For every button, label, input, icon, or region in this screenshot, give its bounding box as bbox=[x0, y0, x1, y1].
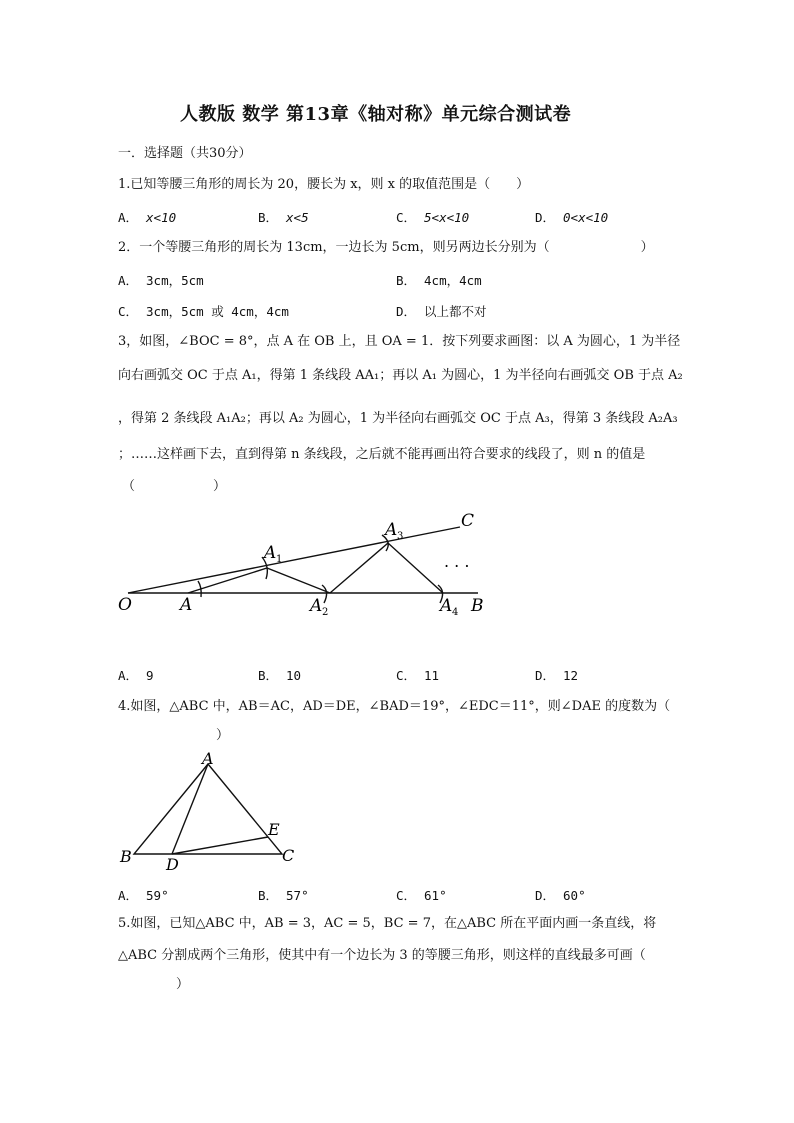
label-b: B bbox=[120, 847, 132, 866]
label-a: A bbox=[202, 749, 214, 768]
label-a3: A bbox=[385, 520, 398, 540]
q2-option-b[interactable] bbox=[396, 271, 482, 289]
question-3-line-3: ，得第 2 条线段 A₁A₂；再以 A₂ 为圆心，1 为半径向右画弧交 OC 于点 A₃，得第 3 条线段 A₂A₃ bbox=[118, 411, 678, 426]
label-a4: A bbox=[440, 596, 453, 616]
page-title: 人教版 数学 第13章《轴对称》单元综合测试卷 bbox=[180, 104, 572, 125]
option-label: B． bbox=[396, 273, 417, 288]
label-o: O bbox=[118, 595, 132, 615]
q2-option-a[interactable] bbox=[118, 271, 204, 289]
q4-option-a[interactable] bbox=[118, 886, 169, 904]
question-5-line-3: ） bbox=[176, 977, 190, 992]
option-value: 5<x<10 bbox=[424, 210, 470, 225]
label-a1: A bbox=[264, 543, 277, 563]
option-value: 以上都不对 bbox=[424, 304, 487, 319]
label-e: E bbox=[268, 820, 280, 839]
option-value: 3cm，5cm bbox=[146, 273, 204, 288]
label-c: C bbox=[282, 846, 295, 865]
q3-option-a[interactable] bbox=[118, 666, 154, 684]
option-value: 3cm，5cm 或 4cm，4cm bbox=[146, 304, 289, 319]
option-value: x<10 bbox=[146, 210, 177, 225]
segment-de bbox=[172, 837, 268, 854]
q4-option-b[interactable] bbox=[258, 886, 309, 904]
label-a2-sub: 2 bbox=[322, 607, 329, 618]
option-value: 9 bbox=[146, 668, 154, 683]
option-value: 61° bbox=[424, 888, 447, 903]
ray-oc bbox=[128, 527, 460, 593]
option-label: C． bbox=[118, 304, 139, 319]
question-5-line-2: △ABC 分割成两个三角形，使其中有一个边长为 3 的等腰三角形，则这样的直线最多可画（ bbox=[118, 948, 646, 963]
option-value: 12 bbox=[563, 668, 579, 683]
q4-figure bbox=[112, 748, 312, 873]
segment-ad bbox=[172, 764, 208, 854]
q1-option-c[interactable] bbox=[396, 208, 469, 226]
zigzag-segments bbox=[188, 543, 443, 593]
option-label: C． bbox=[396, 888, 417, 903]
q2-option-c[interactable] bbox=[118, 302, 289, 320]
q4-option-d[interactable] bbox=[535, 886, 586, 904]
option-label: A． bbox=[118, 888, 139, 903]
question-3-line-4: ；……这样画下去，直到得第 n 条线段，之后就不能再画出符合要求的线段了，则 n 的值是 bbox=[118, 447, 646, 462]
option-label: A． bbox=[118, 273, 139, 288]
option-label: D． bbox=[396, 304, 417, 319]
label-a2: A bbox=[310, 596, 323, 616]
question-5-line-1: 5.如图，已知△ABC 中，AB = 3，AC = 5，BC = 7，在△ABC 所在平面内画一条直线，将 bbox=[118, 916, 657, 931]
option-value: 4cm，4cm bbox=[424, 273, 482, 288]
option-label: A． bbox=[118, 668, 139, 683]
label-a: A bbox=[180, 595, 193, 615]
q3-option-c[interactable] bbox=[396, 666, 439, 684]
option-value: 0<x<10 bbox=[563, 210, 609, 225]
q2-option-d[interactable] bbox=[396, 302, 487, 320]
option-label: C． bbox=[396, 668, 417, 683]
option-label: B． bbox=[258, 888, 279, 903]
q3-option-d[interactable] bbox=[535, 666, 578, 684]
ellipsis-dots: . . . bbox=[444, 552, 470, 571]
question-4-line-2: ） bbox=[216, 728, 230, 743]
option-value: 10 bbox=[286, 668, 302, 683]
option-label: D． bbox=[535, 888, 556, 903]
arc-a2 bbox=[322, 585, 327, 603]
triangle-abc bbox=[134, 764, 282, 854]
label-a3-sub: 3 bbox=[397, 531, 404, 542]
question-4-line-1: 4.如图，△ABC 中，AB＝AC，AD＝DE，∠BAD＝19°，∠EDC＝11°，则∠DAE 的度数为（ bbox=[118, 699, 671, 714]
q1-option-a[interactable] bbox=[118, 208, 176, 226]
option-label: D． bbox=[535, 668, 556, 683]
option-value: 57° bbox=[286, 888, 309, 903]
label-b: B bbox=[471, 596, 484, 616]
q3-option-b[interactable] bbox=[258, 666, 301, 684]
label-c: C bbox=[461, 511, 475, 531]
option-value: x<5 bbox=[286, 210, 309, 225]
q1-option-b[interactable] bbox=[258, 208, 309, 226]
question-2-text: 2．一个等腰三角形的周长为 13cm，一边长为 5cm，则另两边长分别为（ ） bbox=[118, 240, 654, 255]
option-label: D． bbox=[535, 210, 556, 225]
option-label: A． bbox=[118, 210, 139, 225]
option-label: B． bbox=[258, 668, 279, 683]
option-label: B． bbox=[258, 210, 279, 225]
option-value: 60° bbox=[563, 888, 586, 903]
section-heading: 一．选择题（共30分） bbox=[118, 146, 252, 161]
option-value: 59° bbox=[146, 888, 169, 903]
question-1-text: 1.已知等腰三角形的周长为 20，腰长为 x，则 x 的取值范围是（ ） bbox=[118, 177, 530, 192]
option-label: C． bbox=[396, 210, 417, 225]
option-value: 11 bbox=[424, 668, 440, 683]
q1-option-d[interactable] bbox=[535, 208, 608, 226]
question-3-line-1: 3，如图，∠BOC = 8°，点 A 在 OB 上，且 OA = 1．按下列要求画图：以 A 为圆心，1 为半径 bbox=[118, 334, 681, 349]
label-a1-sub: 1 bbox=[276, 554, 283, 565]
question-3-line-5: （ ） bbox=[122, 479, 227, 494]
question-3-line-2: 向右画弧交 OC 于点 A₁，得第 1 条线段 AA₁；再以 A₁ 为圆心，1 为半径向右画弧交 OB 于点 A₂ bbox=[118, 368, 683, 383]
q4-option-c[interactable] bbox=[396, 886, 447, 904]
label-a4-sub: 4 bbox=[452, 607, 459, 618]
label-d: D bbox=[166, 855, 179, 873]
q3-figure bbox=[110, 505, 500, 625]
